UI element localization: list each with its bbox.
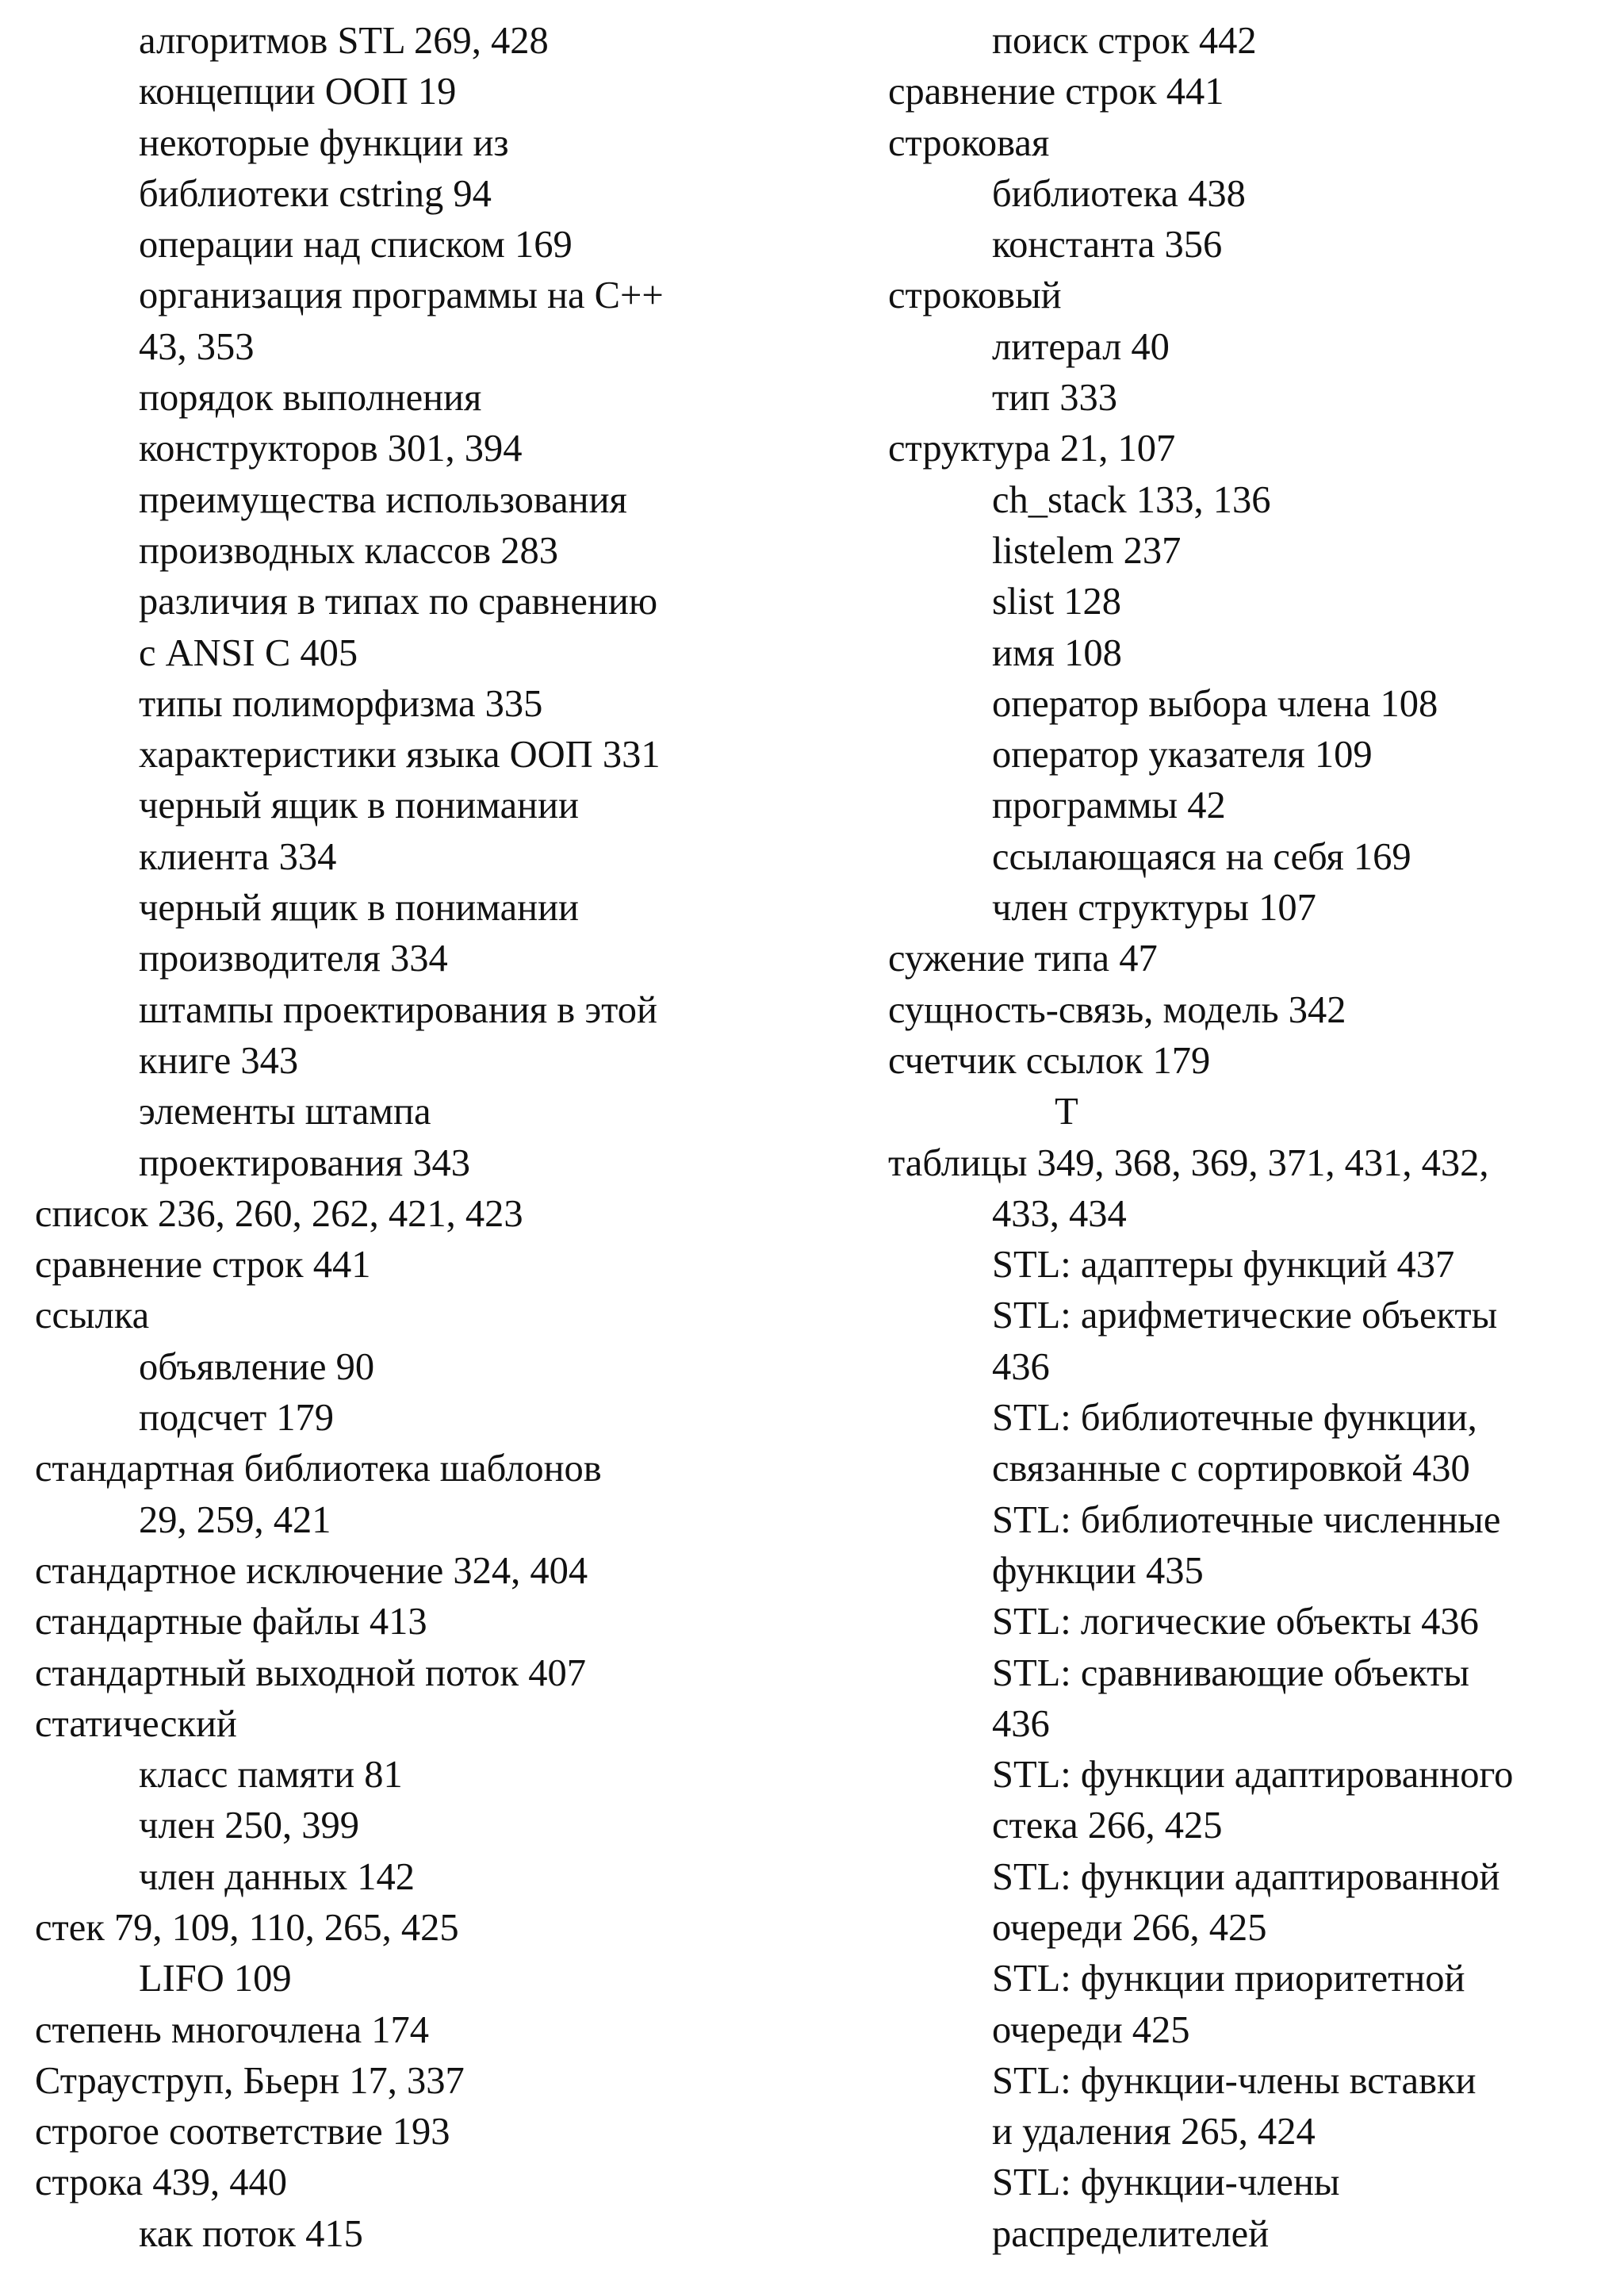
index-column-right <box>888 16 1602 2260</box>
index-subentry: ch_stack 133, 136 <box>992 478 1271 521</box>
index-subentry: стека 266, 425 <box>992 1805 1223 1847</box>
section-letter-heading: Т <box>1055 1091 1078 1133</box>
index-subentry: член 250, 399 <box>139 1805 359 1847</box>
index-entry: строгое соответствие 193 <box>35 2111 450 2154</box>
index-subentry: черный ящик в понимании <box>139 887 579 930</box>
index-subentry: класс памяти 81 <box>139 1754 403 1797</box>
index-subentry: различия в типах по сравнению <box>139 581 658 623</box>
index-subentry: STL: логические объекты 436 <box>992 1601 1479 1643</box>
index-subentry: подсчет 179 <box>139 1397 335 1440</box>
index-subentry: клиента 334 <box>139 835 337 878</box>
index-subentry: функции 435 <box>992 1549 1204 1592</box>
index-entry: ссылка <box>35 1294 150 1337</box>
index-subentry: типы полиморфизма 335 <box>139 682 543 725</box>
index-entry: Страуструп, Бьерн 17, 337 <box>35 2059 465 2102</box>
index-entry: стек 79, 109, 110, 265, 425 <box>35 1906 459 1949</box>
index-entry: таблицы 349, 368, 369, 371, 431, 432, <box>888 1141 1489 1184</box>
index-subentry: некоторые функции из <box>139 121 509 164</box>
index-subentry: STL: библиотечные численные <box>992 1498 1501 1541</box>
index-entry: стандартная библиотека шаблонов <box>35 1448 602 1490</box>
index-subentry: 436 <box>992 1345 1050 1388</box>
index-subentry: оператор указателя 109 <box>992 734 1373 777</box>
index-subentry: член данных 142 <box>139 1855 416 1898</box>
index-subentry: listelem 237 <box>992 529 1182 572</box>
index-subentry: константа 356 <box>992 224 1223 267</box>
index-entry: строковый <box>888 274 1062 317</box>
index-subentry: член структуры 107 <box>992 887 1316 930</box>
index-subentry: STL: функции адаптированного <box>992 1754 1514 1797</box>
index-subentry: книге 343 <box>139 1039 299 1082</box>
index-subentry: программы 42 <box>992 784 1226 827</box>
index-subentry: STL: функции-члены вставки <box>992 2059 1477 2102</box>
index-subentry: литерал 40 <box>992 325 1170 368</box>
index-entry: сущность-связь, модель 342 <box>888 988 1346 1031</box>
index-subentry: 436 <box>992 1702 1050 1745</box>
index-entry: строка 439, 440 <box>35 2161 288 2204</box>
index-entry: стандартные файлы 413 <box>35 1601 427 1643</box>
index-column-left <box>35 16 828 2260</box>
index-entry: стандартное исключение 324, 404 <box>35 1549 588 1592</box>
index-subentry: с ANSI С 405 <box>139 631 358 674</box>
index-subentry: STL: адаптеры функций 437 <box>992 1244 1455 1287</box>
index-subentry: ссылающаяся на себя 169 <box>992 835 1411 878</box>
index-subentry: элементы штампа <box>139 1091 431 1133</box>
index-subentry: порядок выполнения <box>139 377 482 420</box>
index-subentry: штампы проектирования в этой <box>139 988 657 1031</box>
index-subentry: библиотеки cstring 94 <box>139 172 492 215</box>
index-subentry: 29, 259, 421 <box>139 1498 331 1541</box>
index-subentry: тип 333 <box>992 377 1117 420</box>
index-subentry: производных классов 283 <box>139 529 558 572</box>
index-subentry: концепции ООП 19 <box>139 71 457 113</box>
index-subentry: STL: функции адаптированной <box>992 1855 1500 1898</box>
index-subentry: 433, 434 <box>992 1192 1127 1235</box>
index-subentry: библиотека 438 <box>992 172 1246 215</box>
index-entry: степень многочлена 174 <box>35 2008 429 2051</box>
index-subentry: объявление 90 <box>139 1345 375 1388</box>
index-subentry: конструкторов 301, 394 <box>139 428 523 470</box>
index-subentry: STL: функции приоритетной <box>992 1958 1465 2000</box>
index-subentry: STL: сравнивающие объекты <box>992 1651 1469 1694</box>
index-subentry: распределителей <box>992 2212 1270 2255</box>
index-subentry: имя 108 <box>992 631 1122 674</box>
index-subentry: STL: арифметические объекты <box>992 1294 1498 1337</box>
index-entry: сравнение строк 441 <box>888 71 1224 113</box>
index-subentry: операции над списком 169 <box>139 224 573 267</box>
index-subentry: STL: библиотечные функции, <box>992 1397 1477 1440</box>
index-entry: строковая <box>888 121 1050 164</box>
index-subentry: как поток 415 <box>139 2212 363 2255</box>
index-subentry: проектирования 343 <box>139 1141 471 1184</box>
index-subentry: 43, 353 <box>139 325 255 368</box>
index-subentry: поиск строк 442 <box>992 20 1257 62</box>
index-subentry: характеристики языка ООП 331 <box>139 734 661 777</box>
index-subentry: алгоритмов STL 269, 428 <box>139 20 549 62</box>
index-subentry: черный ящик в понимании <box>139 784 579 827</box>
index-subentry: производителя 334 <box>139 938 448 980</box>
index-entry: стандартный выходной поток 407 <box>35 1651 586 1694</box>
index-subentry: и удаления 265, 424 <box>992 2111 1316 2154</box>
index-subentry: преимущества использования <box>139 478 627 521</box>
index-entry: сужение типа 47 <box>888 938 1158 980</box>
index-subentry: очереди 266, 425 <box>992 1906 1267 1949</box>
index-entry: статический <box>35 1702 237 1745</box>
index-subentry: организация программы на С++ <box>139 274 664 317</box>
index-entry: список 236, 260, 262, 421, 423 <box>35 1192 523 1235</box>
index-entry: сравнение строк 441 <box>35 1244 371 1287</box>
index-subentry: оператор выбора члена 108 <box>992 682 1438 725</box>
index-subentry: STL: функции-члены <box>992 2161 1340 2204</box>
index-subentry: slist 128 <box>992 581 1122 623</box>
index-entry: структура 21, 107 <box>888 428 1176 470</box>
index-subentry: очереди 425 <box>992 2008 1190 2051</box>
index-entry: счетчик ссылок 179 <box>888 1039 1211 1082</box>
index-subentry: LIFO 109 <box>139 1958 292 2000</box>
index-subentry: связанные с сортировкой 430 <box>992 1448 1470 1490</box>
